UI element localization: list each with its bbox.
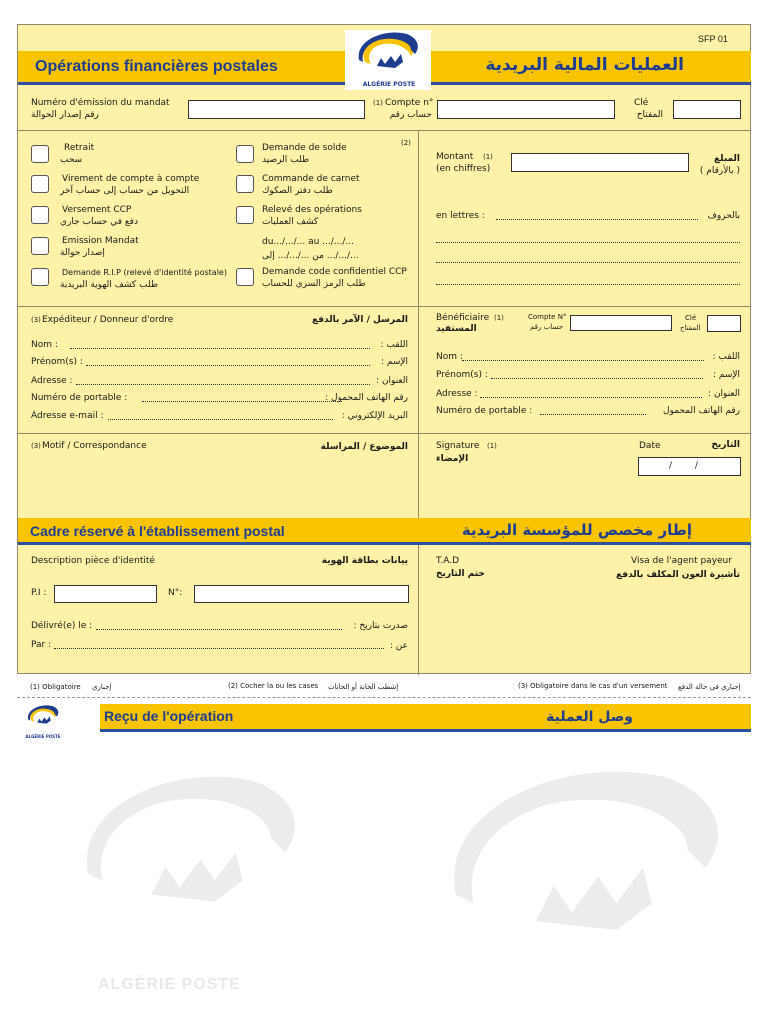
period-fr: du.../.../... au .../.../... [262,237,354,247]
num-label: N°: [168,588,183,598]
ben-adresse-fr: Adresse : [436,389,478,399]
ben-prenom-ar: الإسم : [712,370,740,380]
cle-label-fr: Clé [634,98,649,108]
date-input[interactable]: / / [638,457,741,476]
divider [18,306,751,307]
signature-area[interactable] [436,468,626,510]
footnote-2-ar: إشطب الخانة أو الخانات [328,683,399,691]
montant-mark: (1) [483,153,493,161]
pi-label: P.I : [31,588,47,598]
op-code-fr: Demande code confidentiel CCP [262,267,407,277]
ben-compte-fr: Compte N° [528,313,567,321]
op-solde-ar: طلب الرصيد [262,155,310,165]
delivre-input[interactable] [96,629,342,630]
form-code: SFP 01 [698,34,728,44]
signature-mark: (1) [487,442,497,450]
mandat-label-ar: رقم إصدار الحوالة [31,110,99,120]
exp-nom-ar: اللقب : [380,340,408,350]
montant-chiffres-fr: (en chiffres) [436,164,491,174]
op-releve-fr: Relevé des opérations [262,205,362,215]
pi-input[interactable] [54,585,157,603]
op-releve-ar: كشف العمليات [262,217,319,227]
header-title-ar: العمليات المالية البريدية [485,55,684,75]
ben-cle-fr: Clé [685,314,697,322]
exp-portable-fr: Numéro de portable : [31,393,128,403]
montant-chiffres-ar: ( بالأرقام ) [699,166,740,176]
recu-logo [24,704,62,734]
cadre-band-line [18,542,751,545]
montant-chiffres-input[interactable] [511,153,689,172]
montant-label-fr: Montant [436,152,474,162]
pi-number-input[interactable] [194,585,409,603]
expediteur-mark: (3) [31,316,41,324]
recu-logo-text: ALGÉRIE POSTE [25,734,61,739]
delivre-label-ar: صدرت بتاريخ : [353,621,408,631]
divider [18,130,751,131]
recu-title-fr: Reçu de l'opération [104,708,234,724]
op-emission-ar: إصدار حوالة [60,248,105,258]
op-emission-fr: Emission Mandat [62,236,139,246]
signature-label-fr: Signature [436,441,480,451]
ben-nom-ar: اللقب : [712,352,740,362]
compte-mark: (1) [373,99,383,107]
exp-nom-fr: Nom : [31,340,58,350]
footnote-3-ar: إجباري في حالة الدفع [678,683,741,691]
watermark-logo-right [420,760,750,1020]
visa-label-fr: Visa de l'agent payeur [631,556,732,566]
footnote-3-fr: (3) Obligatoire dans le cas d'un versement [518,682,668,690]
compte-label-fr: Compte n° [385,98,434,108]
exp-prenom-fr: Prénom(s) : [31,357,83,367]
ben-cle-ar: المفتاح [680,324,701,332]
mandat-label-fr: Numéro d'émission du mandat [31,98,170,108]
motif-label-ar: الموضوع / المراسلة [320,442,408,452]
watermark-logo-icon [60,760,320,980]
mandat-number-input[interactable] [188,100,365,119]
montant-lettres-line-4[interactable] [436,284,740,285]
par-label-fr: Par : [31,640,52,650]
op-virement-fr: Virement de compte à compte [62,174,200,184]
ben-cle-input[interactable] [707,315,741,332]
cle-input[interactable] [673,100,741,119]
motif-label-fr: Motif / Correspondance [42,441,147,451]
exp-adresse-input[interactable] [76,384,370,385]
exp-email-fr: Adresse e-mail : [31,411,104,421]
op-carnet-ar: طلب دفتر الصكوك [262,186,333,196]
watermark-logo-icon [420,760,750,1020]
signature-label-ar: الإمضاء [436,454,469,464]
montant-lettres-ar: بالحروف [707,211,740,221]
checkbox-virement[interactable] [31,175,49,193]
visa-label-ar: تأشيرة العون المكلف بالدفع [616,570,740,580]
par-label-ar: عن : [389,641,408,651]
watermark-logo-left [60,760,320,980]
tad-label-ar: ختم التاريخ [436,569,485,579]
exp-portable-ar: رقم الهاتف المحمول : [325,393,408,403]
compte-label-ar: حساب رقم [389,110,432,120]
par-input[interactable] [54,648,384,649]
checkbox-emission-mandat[interactable] [31,237,49,255]
montant-lettres-fr: en lettres : [436,211,485,221]
motif-mark: (3) [31,442,41,450]
date-label-ar: التاريخ [711,440,740,450]
op-solde-fr: Demande de solde [262,143,347,153]
op-rip-ar: طلب كشف الهوية البريدية [60,280,159,290]
op-versement-ar: دفع في حساب جاري [60,217,138,227]
op-versement-fr: Versement CCP [62,205,132,215]
checkbox-retrait[interactable] [31,145,49,163]
expediteur-title-fr: Expéditeur / Donneur d'ordre [42,315,174,325]
perforation-line [17,697,751,698]
column-divider [418,130,419,675]
op-code-ar: طلب الرمز السري للحساب [262,279,366,289]
montant-lettres-line-3[interactable] [436,262,740,263]
recu-band-line [100,729,751,732]
exp-adresse-fr: Adresse : [31,376,73,386]
checkbox-commande-carnet[interactable] [236,175,254,193]
beneficiaire-title-ar: المستفيد [436,324,477,334]
divider [18,433,751,434]
ben-nom-fr: Nom : [436,352,463,362]
ben-adresse-ar: العنوان : [708,389,740,399]
period-ar: من .../.../... إلى .../.../... [262,251,359,261]
header-title-fr: Opérations financières postales [35,58,278,75]
ben-prenom-input[interactable] [491,378,703,379]
checkbox-versement[interactable] [31,206,49,224]
ben-portable-input[interactable] [540,414,646,415]
ben-nom-input[interactable] [462,360,704,361]
footnote-2-fr: (2) Cocher la ou les cases [228,682,319,690]
watermark-text: ALGÉRIE POSTE [98,976,241,993]
ben-adresse-input[interactable] [480,397,702,398]
footnote-1-ar: إجباري [92,683,112,691]
date-label-fr: Date [639,441,661,451]
expediteur-title-ar: المرسل / الآمر بالدفع [311,315,408,325]
tad-label-fr: T.A.D [436,556,460,566]
exp-prenom-ar: الإسم : [380,357,408,367]
checkbox-demande-rip[interactable] [31,268,49,286]
op-virement-ar: التحويل من حساب إلى حساب آخر [60,186,190,196]
montant-lettres-line-2[interactable] [436,242,740,243]
cadre-title-ar: إطار مخصص للمؤسسة البريدية [461,521,692,539]
exp-email-ar: البريد الإلكتروني : [341,411,408,421]
delivre-label-fr: Délivré(e) le : [31,621,93,631]
op-retrait-fr: Retrait [64,143,95,153]
montant-label-ar: المبلغ [714,154,740,164]
ben-compte-input[interactable] [570,315,672,331]
exp-prenom-input[interactable] [86,365,370,366]
montant-lettres-line[interactable] [496,219,698,220]
cle-label-ar: المفتاح [636,110,663,120]
checkbox-demande-solde[interactable] [236,145,254,163]
ben-compte-ar: حساب رقم [530,323,563,331]
ben-portable-fr: Numéro de portable : [436,406,533,416]
beneficiaire-mark: (1) [494,314,504,322]
piece-label-ar: بيانات بطاقة الهوية [321,556,408,566]
beneficiaire-title-fr: Bénéficiaire [436,313,490,323]
operations-mark: (2) [401,139,411,147]
checkbox-releve-operations[interactable] [236,206,254,224]
piece-label-fr: Description pièce d'identité [31,556,155,566]
checkbox-code-confidentiel[interactable] [236,268,254,286]
recu-title-ar: وصل العملية [546,709,633,725]
motif-textarea[interactable] [28,458,408,514]
compte-number-input[interactable] [437,100,615,119]
op-carnet-fr: Commande de carnet [262,174,360,184]
cadre-title-fr: Cadre réservé à l'établissement postal [30,523,285,539]
ben-prenom-fr: Prénom(s) : [436,370,488,380]
ben-portable-ar: رقم الهاتف المحمول [663,406,740,416]
exp-adresse-ar: العنوان : [376,376,408,386]
algerie-poste-logo-small-icon [24,704,62,734]
footnote-1-fr: (1) Obligatoire [30,683,81,691]
op-retrait-ar: سحب [60,155,83,165]
exp-nom-input[interactable] [70,348,370,349]
logo-text: ALGÉRIE POSTE [362,81,416,88]
op-rip-fr: Demande R.I.P (relevé d'identité postale) [62,268,227,277]
